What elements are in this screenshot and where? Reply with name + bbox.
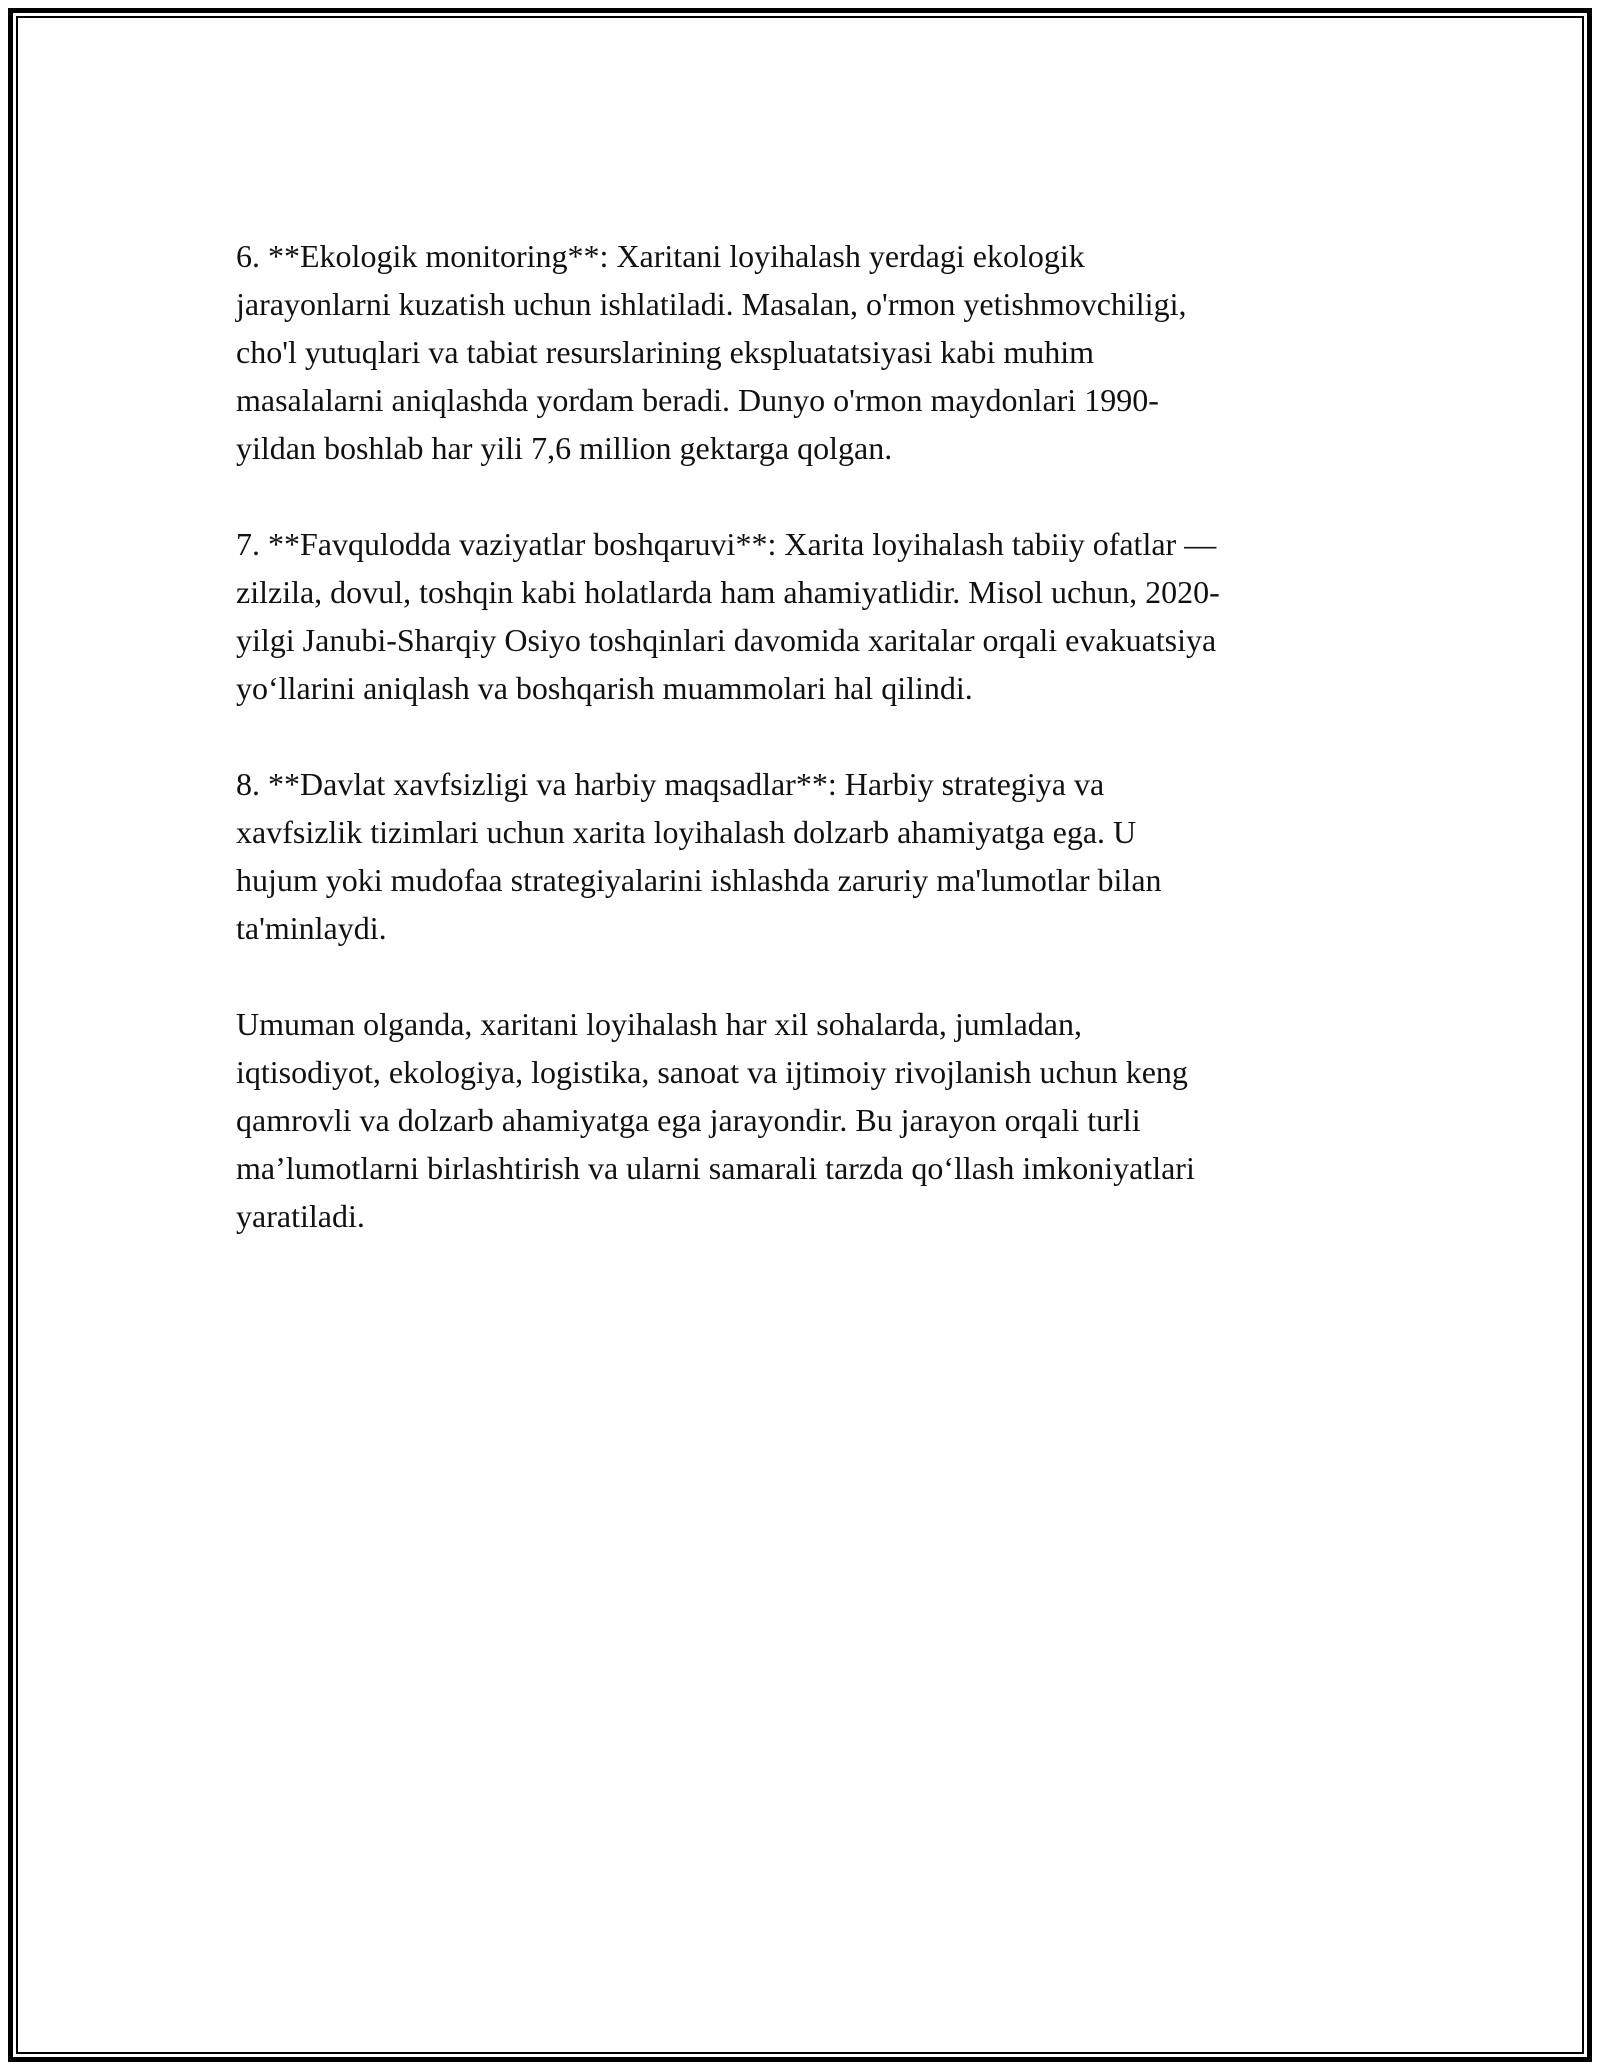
document-body (236, 232, 1376, 1288)
paragraph-davlat-xavfsizligi: 8. **Davlat xavfsizligi va harbiy maqsadlar**: Harbiy strategiya va xavfsizlik tizimlari uchun xarita loyihalash dolzarb ahamiyatga ega. U hujum yoki mudofaa strategiyalarini ishlashda zaruriy ma'lumotlar bilan ta'minlaydi. (236, 766, 1162, 946)
paragraph-ekologik-monitoring: 6. **Ekologik monitoring**: Xaritani loyihalash yerdagi ekologik jarayonlarni kuzatish uchun ishlatiladi. Masalan, o'rmon yetishmovchiligi, cho'l yutuqlari va tabiat resurslarining ekspluatatsiyasi kabi muhim masalalarni aniqlashda yordam beradi. Dunyo o'rmon maydonlari 1990- yildan boshlab har yili 7,6 million gektarga qolgan. (236, 238, 1187, 466)
paragraph-xulosa: Umuman olganda, xaritani loyihalash har xil sohalarda, jumladan, iqtisodiyot, ekologiya, logistika, sanoat va ijtimoiy rivojlanish uchun keng qamrovli va dolzarb ahamiyatga ega jarayondir. Bu jarayon orqali turli ma’lumotlarni birlashtirish va ularni samarali tarzda qo‘llash imkoniyatlari yaratiladi. (236, 1006, 1195, 1234)
paragraph-favqulodda-vaziyatlar: 7. **Favqulodda vaziyatlar boshqaruvi**: Xarita loyihalash tabiiy ofatlar — zilzila, dovul, toshqin kabi holatlarda ham ahamiyatlidir. Misol uchun, 2020- yilgi Janubi-Sharqiy Osiyo toshqinlari davomida xaritalar orqali evakuatsiya yo‘llarini aniqlash va boshqarish muammolari hal qilindi. (236, 526, 1220, 706)
